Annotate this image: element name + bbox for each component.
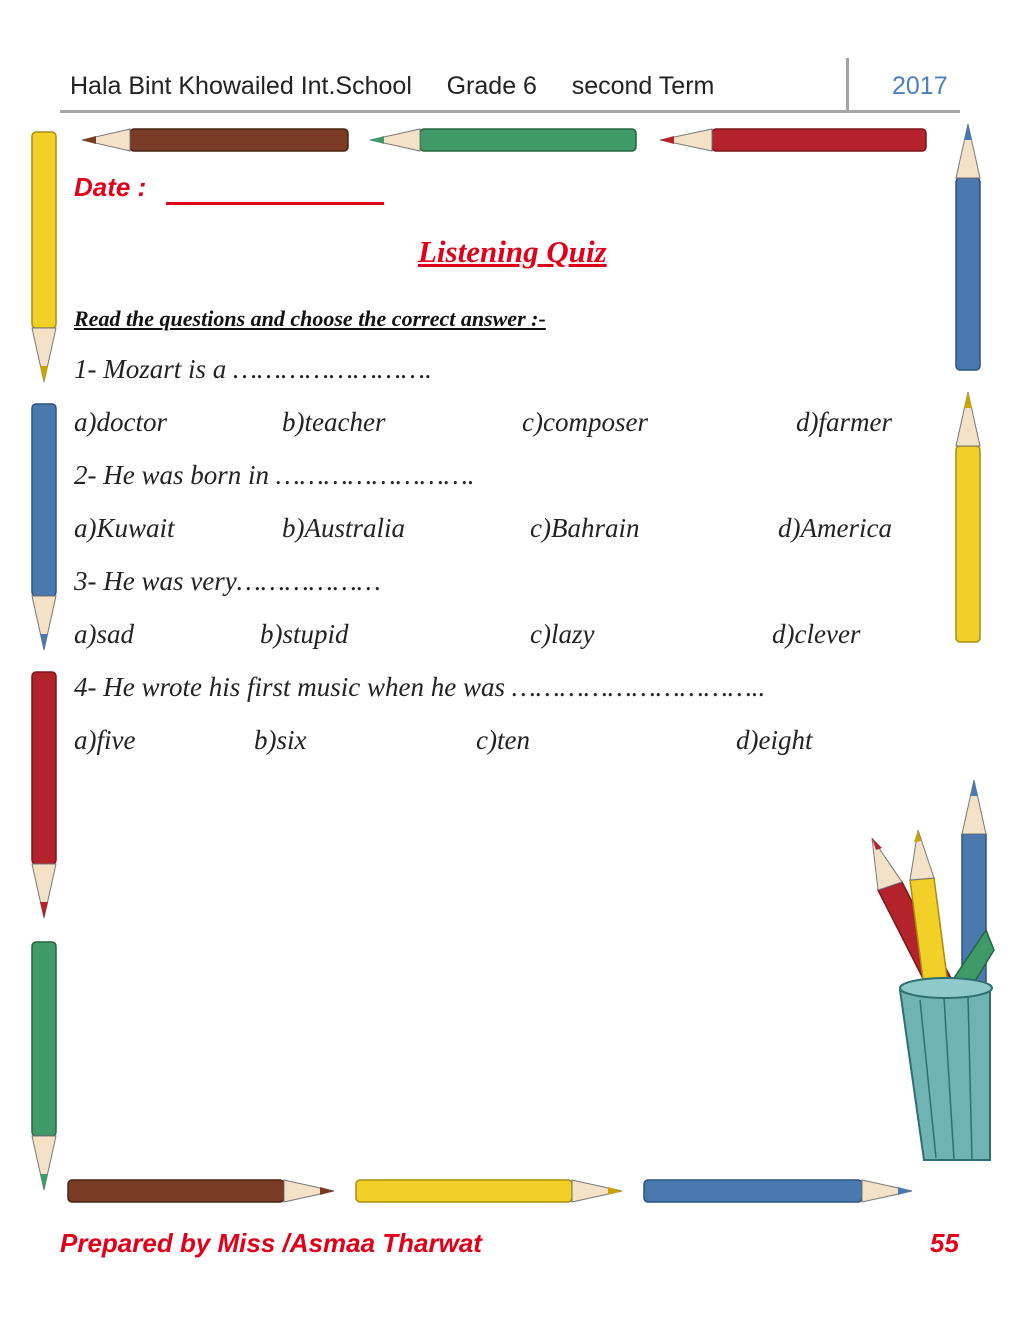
option-b: b)teacher xyxy=(282,407,386,437)
grade-label: Grade 6 xyxy=(446,72,537,100)
question-3: 3- He was very……………… xyxy=(74,566,381,596)
option-d: d)America xyxy=(778,513,892,543)
question-2: 2- He was born in ……………………. xyxy=(74,460,475,490)
question-3-options xyxy=(0,619,1020,653)
option-b: b)stupid xyxy=(260,619,349,649)
option-d: d)eight xyxy=(736,725,813,755)
year-label: 2017 xyxy=(892,72,948,100)
option-a: a)five xyxy=(74,725,136,755)
page-header xyxy=(60,58,960,113)
question-1-options xyxy=(0,407,1020,441)
option-c: c)ten xyxy=(476,725,530,755)
option-a: a)sad xyxy=(74,619,134,649)
page-number: 55 xyxy=(930,1228,959,1258)
page-title: Listening Quiz xyxy=(418,234,607,269)
term-label: second Term xyxy=(571,72,715,100)
question-1: 1- Mozart is a ……………………. xyxy=(74,354,432,384)
option-d: d)clever xyxy=(772,619,861,649)
option-a: a)doctor xyxy=(74,407,167,437)
school-name: Hala Bint Khowailed Int.School xyxy=(70,72,412,100)
option-c: c)Bahrain xyxy=(530,513,640,543)
instruction-text: Read the questions and choose the correct answer :- xyxy=(74,306,546,331)
option-b: b)six xyxy=(254,725,307,755)
question-4-options xyxy=(0,725,1020,759)
option-c: c)composer xyxy=(522,407,648,437)
date-label: Date : xyxy=(74,172,147,202)
option-b: b)Australia xyxy=(282,513,406,543)
option-a: a)Kuwait xyxy=(74,513,175,543)
question-4: 4- He wrote his first music when he was ………………………….. xyxy=(74,672,766,702)
date-blank-line xyxy=(166,202,384,205)
option-c: c)lazy xyxy=(530,619,595,649)
header-divider xyxy=(846,58,849,110)
header-info xyxy=(70,72,714,101)
prepared-by: Prepared by Miss /Asmaa Tharwat xyxy=(60,1228,482,1258)
question-2-options xyxy=(0,513,1020,547)
option-d: d)farmer xyxy=(796,407,892,437)
